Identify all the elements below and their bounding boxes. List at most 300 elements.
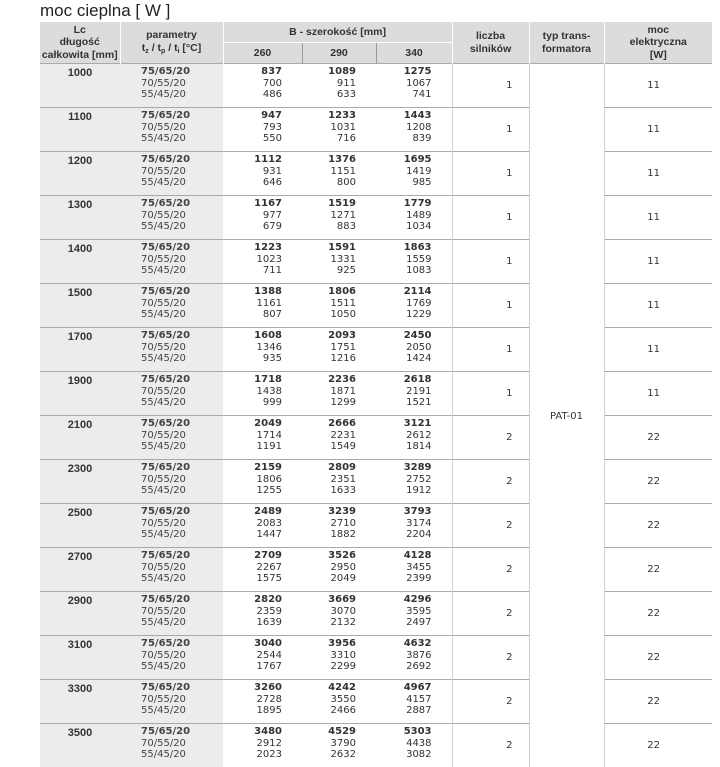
power-cell: 22	[604, 416, 712, 460]
heat-output-290-cell	[302, 460, 376, 504]
heat-output-value: 4529	[302, 726, 356, 738]
heat-output-340-cell	[376, 196, 452, 240]
motors-cell: 2	[452, 680, 529, 724]
header-motors-line: silników	[453, 43, 529, 55]
table-row	[40, 636, 712, 680]
table-row	[40, 284, 712, 328]
header-motors-line: liczba	[453, 30, 529, 42]
heat-output-value: 1299	[302, 397, 356, 409]
table-row	[40, 372, 712, 416]
heat-output-value: 2267	[223, 562, 282, 574]
heat-output-value: 1863	[376, 242, 432, 254]
params-cell	[120, 680, 223, 724]
heat-output-value: 2710	[302, 518, 356, 530]
param-label: 55/45/20	[141, 133, 223, 145]
heat-output-value: 1549	[302, 441, 356, 453]
heat-output-260-cell	[223, 64, 302, 108]
heat-output-290-cell	[302, 592, 376, 636]
param-label: 75/65/20	[141, 418, 223, 430]
param-label: 75/65/20	[141, 198, 223, 210]
param-label: 75/65/20	[141, 154, 223, 166]
heat-output-value: 679	[223, 221, 282, 233]
heat-output-260-cell	[223, 460, 302, 504]
param-label: 70/55/20	[141, 474, 223, 486]
heat-output-340-cell	[376, 592, 452, 636]
length-cell: 1700	[40, 328, 120, 372]
table-row	[40, 328, 712, 372]
heat-output-value: 1031	[302, 122, 356, 134]
params-cell	[120, 460, 223, 504]
motors-cell: 1	[452, 372, 529, 416]
heat-output-340-cell	[376, 108, 452, 152]
params-cell	[120, 108, 223, 152]
motors-cell: 2	[452, 636, 529, 680]
heat-output-value: 3260	[223, 682, 282, 694]
heat-output-value: 486	[223, 89, 282, 101]
heat-output-value: 800	[302, 177, 356, 189]
motors-cell: 2	[452, 724, 529, 767]
heat-output-value: 2399	[376, 573, 432, 585]
power-cell: 11	[604, 284, 712, 328]
power-cell: 22	[604, 636, 712, 680]
heat-output-value: 1424	[376, 353, 432, 365]
param-label: 70/55/20	[141, 342, 223, 354]
heat-output-value: 741	[376, 89, 432, 101]
heat-output-value: 1489	[376, 210, 432, 222]
heat-output-value: 2466	[302, 705, 356, 717]
param-label: 70/55/20	[141, 738, 223, 750]
heat-output-value: 2299	[302, 661, 356, 673]
length-cell: 2100	[40, 416, 120, 460]
motors-cell: 1	[452, 196, 529, 240]
params-cell	[120, 504, 223, 548]
params-cell	[120, 328, 223, 372]
heat-output-value: 1229	[376, 309, 432, 321]
motors-cell: 2	[452, 548, 529, 592]
heat-output-value: 3956	[302, 638, 356, 650]
heat-output-value: 1871	[302, 386, 356, 398]
heat-output-value: 1034	[376, 221, 432, 233]
param-label: 70/55/20	[141, 518, 223, 530]
param-label: 75/65/20	[141, 594, 223, 606]
heat-output-value: 2204	[376, 529, 432, 541]
param-label: 70/55/20	[141, 122, 223, 134]
power-cell: 22	[604, 460, 712, 504]
heat-output-value: 2632	[302, 749, 356, 761]
heat-output-340-cell	[376, 372, 452, 416]
heat-output-value: 1089	[302, 66, 356, 78]
motors-cell: 1	[452, 240, 529, 284]
heat-output-340-cell	[376, 240, 452, 284]
heat-output-value: 2497	[376, 617, 432, 629]
heat-output-value: 3310	[302, 650, 356, 662]
length-cell: 2700	[40, 548, 120, 592]
heat-output-290-cell	[302, 108, 376, 152]
table-row	[40, 548, 712, 592]
heat-output-value: 3550	[302, 694, 356, 706]
heat-output-value: 1050	[302, 309, 356, 321]
heat-output-290-cell	[302, 636, 376, 680]
heat-output-value: 1376	[302, 154, 356, 166]
heat-output-value: 1208	[376, 122, 432, 134]
param-label: 55/45/20	[141, 397, 223, 409]
header-motors	[452, 22, 529, 64]
param-label: 55/45/20	[141, 265, 223, 277]
length-cell: 2900	[40, 592, 120, 636]
params-cell	[120, 372, 223, 416]
heat-output-value: 1521	[376, 397, 432, 409]
param-label: 55/45/20	[141, 661, 223, 673]
heat-output-value: 1167	[223, 198, 282, 210]
heat-output-value: 2950	[302, 562, 356, 574]
heat-output-290-cell	[302, 328, 376, 372]
heat-output-value: 716	[302, 133, 356, 145]
length-cell: 2500	[40, 504, 120, 548]
param-label: 70/55/20	[141, 386, 223, 398]
heat-output-value: 911	[302, 78, 356, 90]
heat-output-value: 3289	[376, 462, 432, 474]
heat-output-260-cell	[223, 504, 302, 548]
power-cell: 22	[604, 548, 712, 592]
heat-output-value: 2191	[376, 386, 432, 398]
length-cell: 1400	[40, 240, 120, 284]
heat-output-value: 1388	[223, 286, 282, 298]
params-cell	[120, 196, 223, 240]
param-label: 70/55/20	[141, 562, 223, 574]
motors-cell: 1	[452, 152, 529, 196]
heat-output-340-cell	[376, 724, 452, 767]
heat-output-value: 1443	[376, 110, 432, 122]
power-cell: 22	[604, 724, 712, 767]
heat-output-value: 3455	[376, 562, 432, 574]
heat-output-value: 935	[223, 353, 282, 365]
param-label: 75/65/20	[141, 638, 223, 650]
heat-output-340-cell	[376, 416, 452, 460]
heat-output-value: 1216	[302, 353, 356, 365]
heat-output-value: 985	[376, 177, 432, 189]
length-cell: 1000	[40, 64, 120, 108]
heat-output-value: 2083	[223, 518, 282, 530]
heat-output-value: 1751	[302, 342, 356, 354]
header-params-label: parametry	[121, 29, 223, 41]
heat-output-value: 1575	[223, 573, 282, 585]
power-cell: 22	[604, 504, 712, 548]
heat-output-value: 700	[223, 78, 282, 90]
heat-output-table	[40, 22, 712, 767]
heat-output-value: 2544	[223, 650, 282, 662]
table-row	[40, 196, 712, 240]
heat-output-value: 3174	[376, 518, 432, 530]
param-label: 70/55/20	[141, 430, 223, 442]
heat-output-value: 807	[223, 309, 282, 321]
heat-output-value: 1271	[302, 210, 356, 222]
heat-output-value: 2093	[302, 330, 356, 342]
heat-output-290-cell	[302, 504, 376, 548]
table-row	[40, 724, 712, 767]
heat-output-value: 1814	[376, 441, 432, 453]
length-cell: 3300	[40, 680, 120, 724]
param-label: 55/45/20	[141, 353, 223, 365]
heat-output-value: 977	[223, 210, 282, 222]
param-label: 70/55/20	[141, 254, 223, 266]
heat-output-value: 1083	[376, 265, 432, 277]
motors-cell: 1	[452, 108, 529, 152]
params-cell	[120, 284, 223, 328]
param-label: 55/45/20	[141, 705, 223, 717]
header-params	[120, 22, 223, 64]
motors-cell: 1	[452, 64, 529, 108]
heat-output-290-cell	[302, 284, 376, 328]
heat-output-value: 3040	[223, 638, 282, 650]
header-transformer	[529, 22, 604, 64]
param-label: 55/45/20	[141, 309, 223, 321]
params-cell	[120, 416, 223, 460]
param-label: 75/65/20	[141, 550, 223, 562]
heat-output-value: 3790	[302, 738, 356, 750]
param-label: 55/45/20	[141, 573, 223, 585]
header-width-290: 290	[302, 43, 376, 64]
table-row	[40, 592, 712, 636]
param-label: 55/45/20	[141, 485, 223, 497]
param-label: 75/65/20	[141, 726, 223, 738]
heat-output-290-cell	[302, 680, 376, 724]
table-body	[40, 64, 712, 767]
heat-output-value: 3793	[376, 506, 432, 518]
heat-output-value: 2236	[302, 374, 356, 386]
heat-output-value: 1112	[223, 154, 282, 166]
header-width-340: 340	[376, 43, 452, 64]
heat-output-value: 1608	[223, 330, 282, 342]
power-cell: 22	[604, 592, 712, 636]
heat-output-value: 2728	[223, 694, 282, 706]
heat-output-340-cell	[376, 504, 452, 548]
heat-output-value: 2050	[376, 342, 432, 354]
heat-output-value: 1895	[223, 705, 282, 717]
motors-cell: 1	[452, 284, 529, 328]
motors-cell: 2	[452, 460, 529, 504]
param-label: 75/65/20	[141, 110, 223, 122]
heat-output-value: 4296	[376, 594, 432, 606]
heat-output-value: 1233	[302, 110, 356, 122]
power-cell: 11	[604, 196, 712, 240]
heat-output-value: 3526	[302, 550, 356, 562]
param-label: 55/45/20	[141, 177, 223, 189]
heat-output-value: 4128	[376, 550, 432, 562]
table-row	[40, 504, 712, 548]
heat-output-value: 4967	[376, 682, 432, 694]
heat-output-value: 1511	[302, 298, 356, 310]
heat-output-260-cell	[223, 196, 302, 240]
heat-output-value: 2666	[302, 418, 356, 430]
power-cell: 11	[604, 240, 712, 284]
heat-output-340-cell	[376, 328, 452, 372]
heat-output-260-cell	[223, 548, 302, 592]
heat-output-value: 1346	[223, 342, 282, 354]
motors-cell: 1	[452, 328, 529, 372]
power-cell: 11	[604, 372, 712, 416]
heat-output-value: 1223	[223, 242, 282, 254]
header-power-line: moc	[605, 24, 713, 36]
heat-output-value: 1419	[376, 166, 432, 178]
heat-output-value: 2752	[376, 474, 432, 486]
heat-output-260-cell	[223, 372, 302, 416]
param-label: 75/65/20	[141, 242, 223, 254]
heat-output-value: 1559	[376, 254, 432, 266]
heat-output-value: 1695	[376, 154, 432, 166]
heat-output-value: 2912	[223, 738, 282, 750]
heat-output-value: 2132	[302, 617, 356, 629]
heat-output-340-cell	[376, 636, 452, 680]
heat-output-value: 2887	[376, 705, 432, 717]
heat-output-value: 2049	[302, 573, 356, 585]
heat-output-value: 4632	[376, 638, 432, 650]
param-label: 55/45/20	[141, 441, 223, 453]
heat-output-260-cell	[223, 680, 302, 724]
transformer-cell: PAT-01	[529, 64, 604, 767]
param-label: 75/65/20	[141, 66, 223, 78]
heat-output-260-cell	[223, 328, 302, 372]
param-label: 75/65/20	[141, 682, 223, 694]
length-cell: 1100	[40, 108, 120, 152]
heat-output-value: 1639	[223, 617, 282, 629]
page-title: moc cieplna [ W ]	[40, 1, 170, 21]
heat-output-260-cell	[223, 724, 302, 767]
heat-output-value: 1519	[302, 198, 356, 210]
heat-output-value: 839	[376, 133, 432, 145]
heat-output-value: 1912	[376, 485, 432, 497]
table-row	[40, 680, 712, 724]
heat-output-value: 550	[223, 133, 282, 145]
heat-output-260-cell	[223, 152, 302, 196]
heat-output-value: 1191	[223, 441, 282, 453]
heat-output-value: 1438	[223, 386, 282, 398]
header-length-line: całkowita [mm]	[40, 49, 120, 61]
params-cell	[120, 592, 223, 636]
heat-output-340-cell	[376, 284, 452, 328]
table-row	[40, 108, 712, 152]
params-cell	[120, 64, 223, 108]
heat-output-value: 1769	[376, 298, 432, 310]
heat-output-value: 2489	[223, 506, 282, 518]
header-length-line: długość	[40, 36, 120, 48]
heat-output-value: 711	[223, 265, 282, 277]
param-label: 70/55/20	[141, 78, 223, 90]
heat-output-value: 2114	[376, 286, 432, 298]
motors-cell: 2	[452, 504, 529, 548]
param-label: 75/65/20	[141, 286, 223, 298]
header-transformer-line: formatora	[530, 43, 604, 55]
param-label: 75/65/20	[141, 462, 223, 474]
param-label: 75/65/20	[141, 374, 223, 386]
heat-output-value: 1718	[223, 374, 282, 386]
heat-output-value: 1023	[223, 254, 282, 266]
heat-output-value: 1633	[302, 485, 356, 497]
heat-output-260-cell	[223, 240, 302, 284]
heat-output-290-cell	[302, 196, 376, 240]
header-length-line: Lc	[40, 24, 120, 36]
heat-output-value: 3480	[223, 726, 282, 738]
params-cell	[120, 548, 223, 592]
table-header	[40, 22, 712, 64]
heat-output-260-cell	[223, 636, 302, 680]
table-row	[40, 240, 712, 284]
length-cell: 3500	[40, 724, 120, 767]
table-row	[40, 64, 712, 108]
param-label: 75/65/20	[141, 506, 223, 518]
param-label: 55/45/20	[141, 529, 223, 541]
header-width-group: B - szerokość [mm]	[223, 22, 452, 43]
params-cell	[120, 240, 223, 284]
heat-output-value: 3239	[302, 506, 356, 518]
power-cell: 11	[604, 64, 712, 108]
heat-output-value: 931	[223, 166, 282, 178]
heat-output-value: 2692	[376, 661, 432, 673]
heat-output-value: 947	[223, 110, 282, 122]
heat-output-value: 2618	[376, 374, 432, 386]
heat-output-value: 999	[223, 397, 282, 409]
heat-output-value: 1591	[302, 242, 356, 254]
heat-output-value: 2820	[223, 594, 282, 606]
heat-output-340-cell	[376, 548, 452, 592]
param-label: 55/45/20	[141, 749, 223, 761]
length-cell: 2300	[40, 460, 120, 504]
heat-output-290-cell	[302, 240, 376, 284]
power-cell: 11	[604, 328, 712, 372]
heat-output-value: 925	[302, 265, 356, 277]
heat-output-value: 633	[302, 89, 356, 101]
heat-output-260-cell	[223, 284, 302, 328]
heat-output-value: 4438	[376, 738, 432, 750]
param-label: 55/45/20	[141, 617, 223, 629]
heat-output-290-cell	[302, 372, 376, 416]
heat-output-value: 837	[223, 66, 282, 78]
heat-output-value: 2351	[302, 474, 356, 486]
heat-output-260-cell	[223, 108, 302, 152]
param-label: 70/55/20	[141, 694, 223, 706]
param-label: 55/45/20	[141, 221, 223, 233]
heat-output-value: 3121	[376, 418, 432, 430]
length-cell: 3100	[40, 636, 120, 680]
heat-output-value: 1161	[223, 298, 282, 310]
heat-output-value: 4242	[302, 682, 356, 694]
header-transformer-line: typ trans-	[530, 30, 604, 42]
heat-output-value: 2809	[302, 462, 356, 474]
param-label: 55/45/20	[141, 89, 223, 101]
params-cell	[120, 152, 223, 196]
heat-output-value: 5303	[376, 726, 432, 738]
power-cell: 11	[604, 152, 712, 196]
table-row	[40, 460, 712, 504]
length-cell: 1900	[40, 372, 120, 416]
heat-output-290-cell	[302, 152, 376, 196]
heat-output-value: 1255	[223, 485, 282, 497]
heat-output-value: 2709	[223, 550, 282, 562]
param-label: 75/65/20	[141, 330, 223, 342]
heat-output-value: 1275	[376, 66, 432, 78]
heat-output-290-cell	[302, 724, 376, 767]
motors-cell: 2	[452, 416, 529, 460]
heat-output-value: 3595	[376, 606, 432, 618]
heat-output-value: 1806	[223, 474, 282, 486]
heat-output-value: 2231	[302, 430, 356, 442]
heat-output-value: 3082	[376, 749, 432, 761]
heat-output-value: 3669	[302, 594, 356, 606]
header-power-line: [W]	[605, 49, 713, 61]
heat-output-340-cell	[376, 460, 452, 504]
motors-cell: 2	[452, 592, 529, 636]
heat-output-340-cell	[376, 64, 452, 108]
heat-output-value: 3876	[376, 650, 432, 662]
